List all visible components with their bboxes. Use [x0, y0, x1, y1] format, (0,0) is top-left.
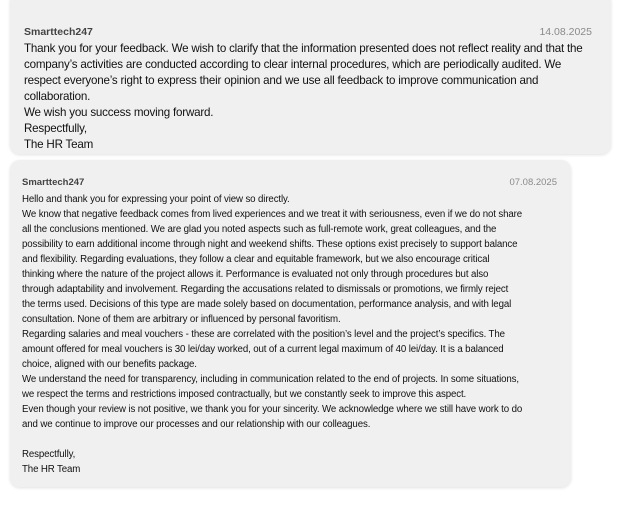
response-line: Regarding salaries and meal vouchers - these are correlated with the position’s level and the project’s specifics. The	[22, 329, 505, 340]
response-line: we respect the terms and restrictions imposed contractually, but we constantly seek to improve this aspect.	[22, 389, 467, 400]
response-line: The HR Team	[24, 138, 94, 151]
response-line: consultation. None of them are arbitrary or influenced by personal favoritism.	[22, 314, 341, 325]
response-line: The HR Team	[22, 464, 81, 475]
response-line: Thank you for your feedback. We wish to clarify that the information presented does not reflect reality and that the	[24, 42, 583, 55]
response-line: Respectfully,	[24, 122, 87, 135]
response-line: Even though your review is not positive, we thank you for your sincerity. We acknowledge where we still have work to do	[22, 404, 523, 415]
response-line: choice, aligned with our benefits package.	[22, 359, 197, 370]
response-line: Respectfully,	[22, 449, 76, 460]
response-author: Smarttech247	[24, 26, 93, 38]
response-line: all the conclusions mentioned. We are glad you noted aspects such as full-remote work, great colleagues, and the	[22, 224, 497, 235]
response-line: company’s activities are conducted according to clear internal procedures, which are periodically audited. We	[24, 58, 562, 71]
response-line: Hello and thank you for expressing your point of view so directly.	[22, 194, 290, 205]
response-line: amount offered for meal vouchers is 30 lei/day worked, out of a current legal maximum of 40 lei/day. It is a balanced	[22, 344, 504, 355]
response-line: respect everyone’s right to express their opinion and we use all feedback to improve communication and	[24, 74, 539, 87]
response-line: through adaptability and involvement. Regarding the accusations related to dismissals or promotions, we firmly reject	[22, 284, 509, 295]
response-line: the terms used. Decisions of this type are made solely based on documentation, performance analysis, and with legal	[22, 299, 512, 310]
response-line: We understand the need for transparency, including in communication related to the end of projects. In some situations,	[22, 374, 519, 385]
response-line: possibility to earn additional income through night and weekend shifts. These options exist precisely to support balance	[22, 239, 518, 250]
employer-response-card	[10, 160, 571, 487]
response-header	[24, 26, 596, 38]
response-date: 07.08.2025	[509, 177, 557, 188]
response-line: thinking where the nature of the project allows it. Performance is evaluated not only through procedures but also	[22, 269, 489, 280]
response-line: collaboration.	[24, 90, 91, 103]
response-line: and we continue to improve our processes and our relationship with our colleagues.	[22, 419, 371, 430]
response-body	[22, 192, 565, 477]
response-body	[24, 41, 596, 153]
response-header	[22, 177, 565, 188]
response-line: We know that negative feedback comes from lived experiences and we treat it with seriousness, even if we do not share	[22, 209, 523, 220]
paragraph-gap	[22, 432, 565, 447]
employer-response-card	[10, 0, 611, 154]
response-line: We wish you success moving forward.	[24, 106, 214, 119]
response-date: 14.08.2025	[539, 26, 592, 38]
response-line: and flexibility. Regarding evaluations, they follow a clear and equitable framework, but we also encourage critical	[22, 254, 490, 265]
response-author: Smarttech247	[22, 177, 85, 188]
